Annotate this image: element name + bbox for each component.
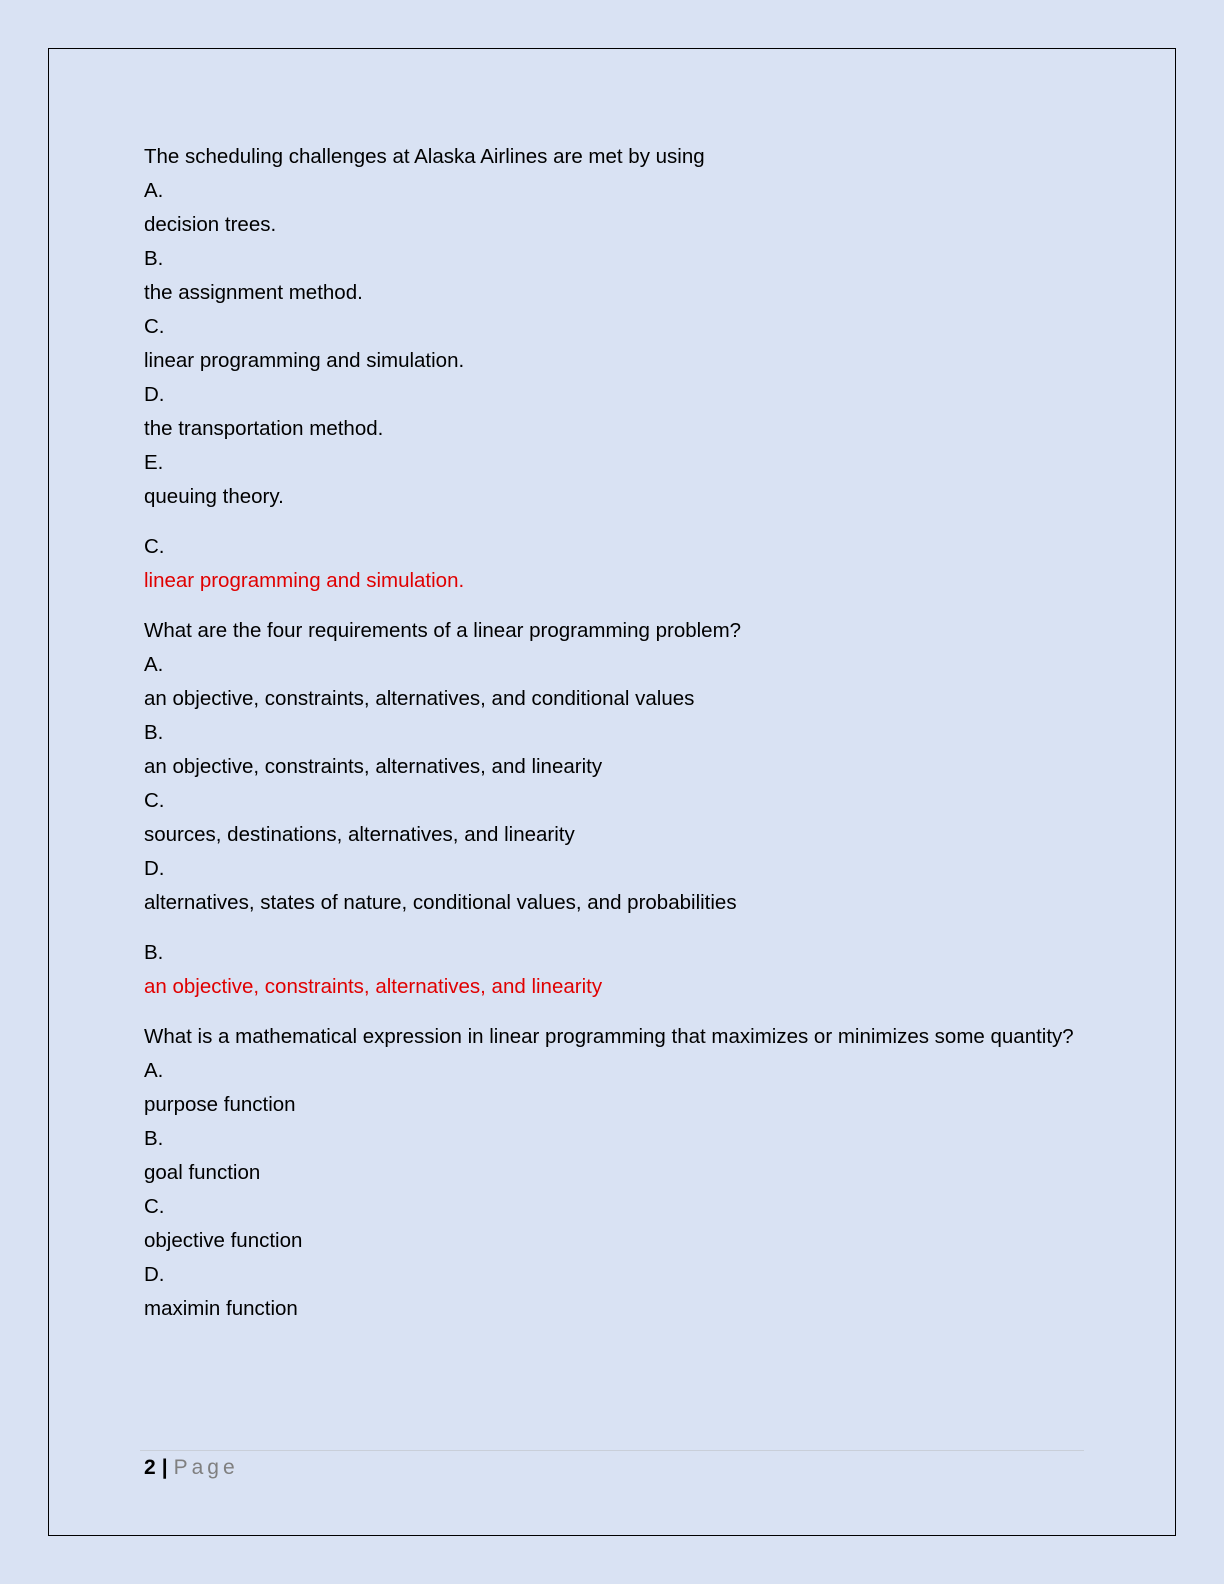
footer-divider (140, 1450, 1084, 1451)
question-block (144, 1020, 1080, 1326)
page-number: 2 (144, 1456, 156, 1479)
option-letter: B. (144, 1127, 164, 1150)
answer-letter: B. (144, 941, 164, 964)
question-text: What are the four requirements of a linear programming problem? (144, 619, 742, 642)
option-letter: D. (144, 857, 165, 880)
answer-block (144, 936, 1080, 1004)
question-text: What is a mathematical expression in linear programming that maximizes or minimizes some quantity? (144, 1025, 1074, 1048)
option-text: sources, destinations, alternatives, and linearity (144, 823, 575, 846)
option-letter: D. (144, 383, 165, 406)
option-text: decision trees. (144, 213, 277, 236)
footer-separator: | (161, 1456, 168, 1479)
option-text: linear programming and simulation. (144, 349, 465, 372)
question-block (144, 614, 1080, 920)
option-text: an objective, constraints, alternatives, and conditional values (144, 687, 695, 710)
option-text: maximin function (144, 1297, 298, 1320)
answer-letter: C. (144, 535, 165, 558)
option-letter: C. (144, 789, 165, 812)
option-letter: A. (144, 1059, 164, 1082)
option-text: the transportation method. (144, 417, 384, 440)
option-letter: B. (144, 721, 164, 744)
question-text: The scheduling challenges at Alaska Airlines are met by using (144, 145, 705, 168)
page-label: Page (173, 1456, 239, 1479)
option-text: objective function (144, 1229, 303, 1252)
option-letter: B. (144, 247, 164, 270)
option-letter: A. (144, 653, 164, 676)
option-letter: A. (144, 179, 164, 202)
option-letter: E. (144, 451, 164, 474)
page-footer (144, 1452, 239, 1484)
option-text: alternatives, states of nature, conditional values, and probabilities (144, 891, 737, 914)
answer-text: an objective, constraints, alternatives, and linearity (144, 975, 603, 998)
option-text: an objective, constraints, alternatives, and linearity (144, 755, 603, 778)
answer-block (144, 530, 1080, 598)
option-text: the assignment method. (144, 281, 363, 304)
option-letter: D. (144, 1263, 165, 1286)
option-text: queuing theory. (144, 485, 284, 508)
option-text: goal function (144, 1161, 261, 1184)
question-block (144, 140, 1080, 514)
answer-text: linear programming and simulation. (144, 569, 465, 592)
option-letter: C. (144, 1195, 165, 1218)
option-letter: C. (144, 315, 165, 338)
document-body (144, 140, 1080, 1326)
option-text: purpose function (144, 1093, 296, 1116)
